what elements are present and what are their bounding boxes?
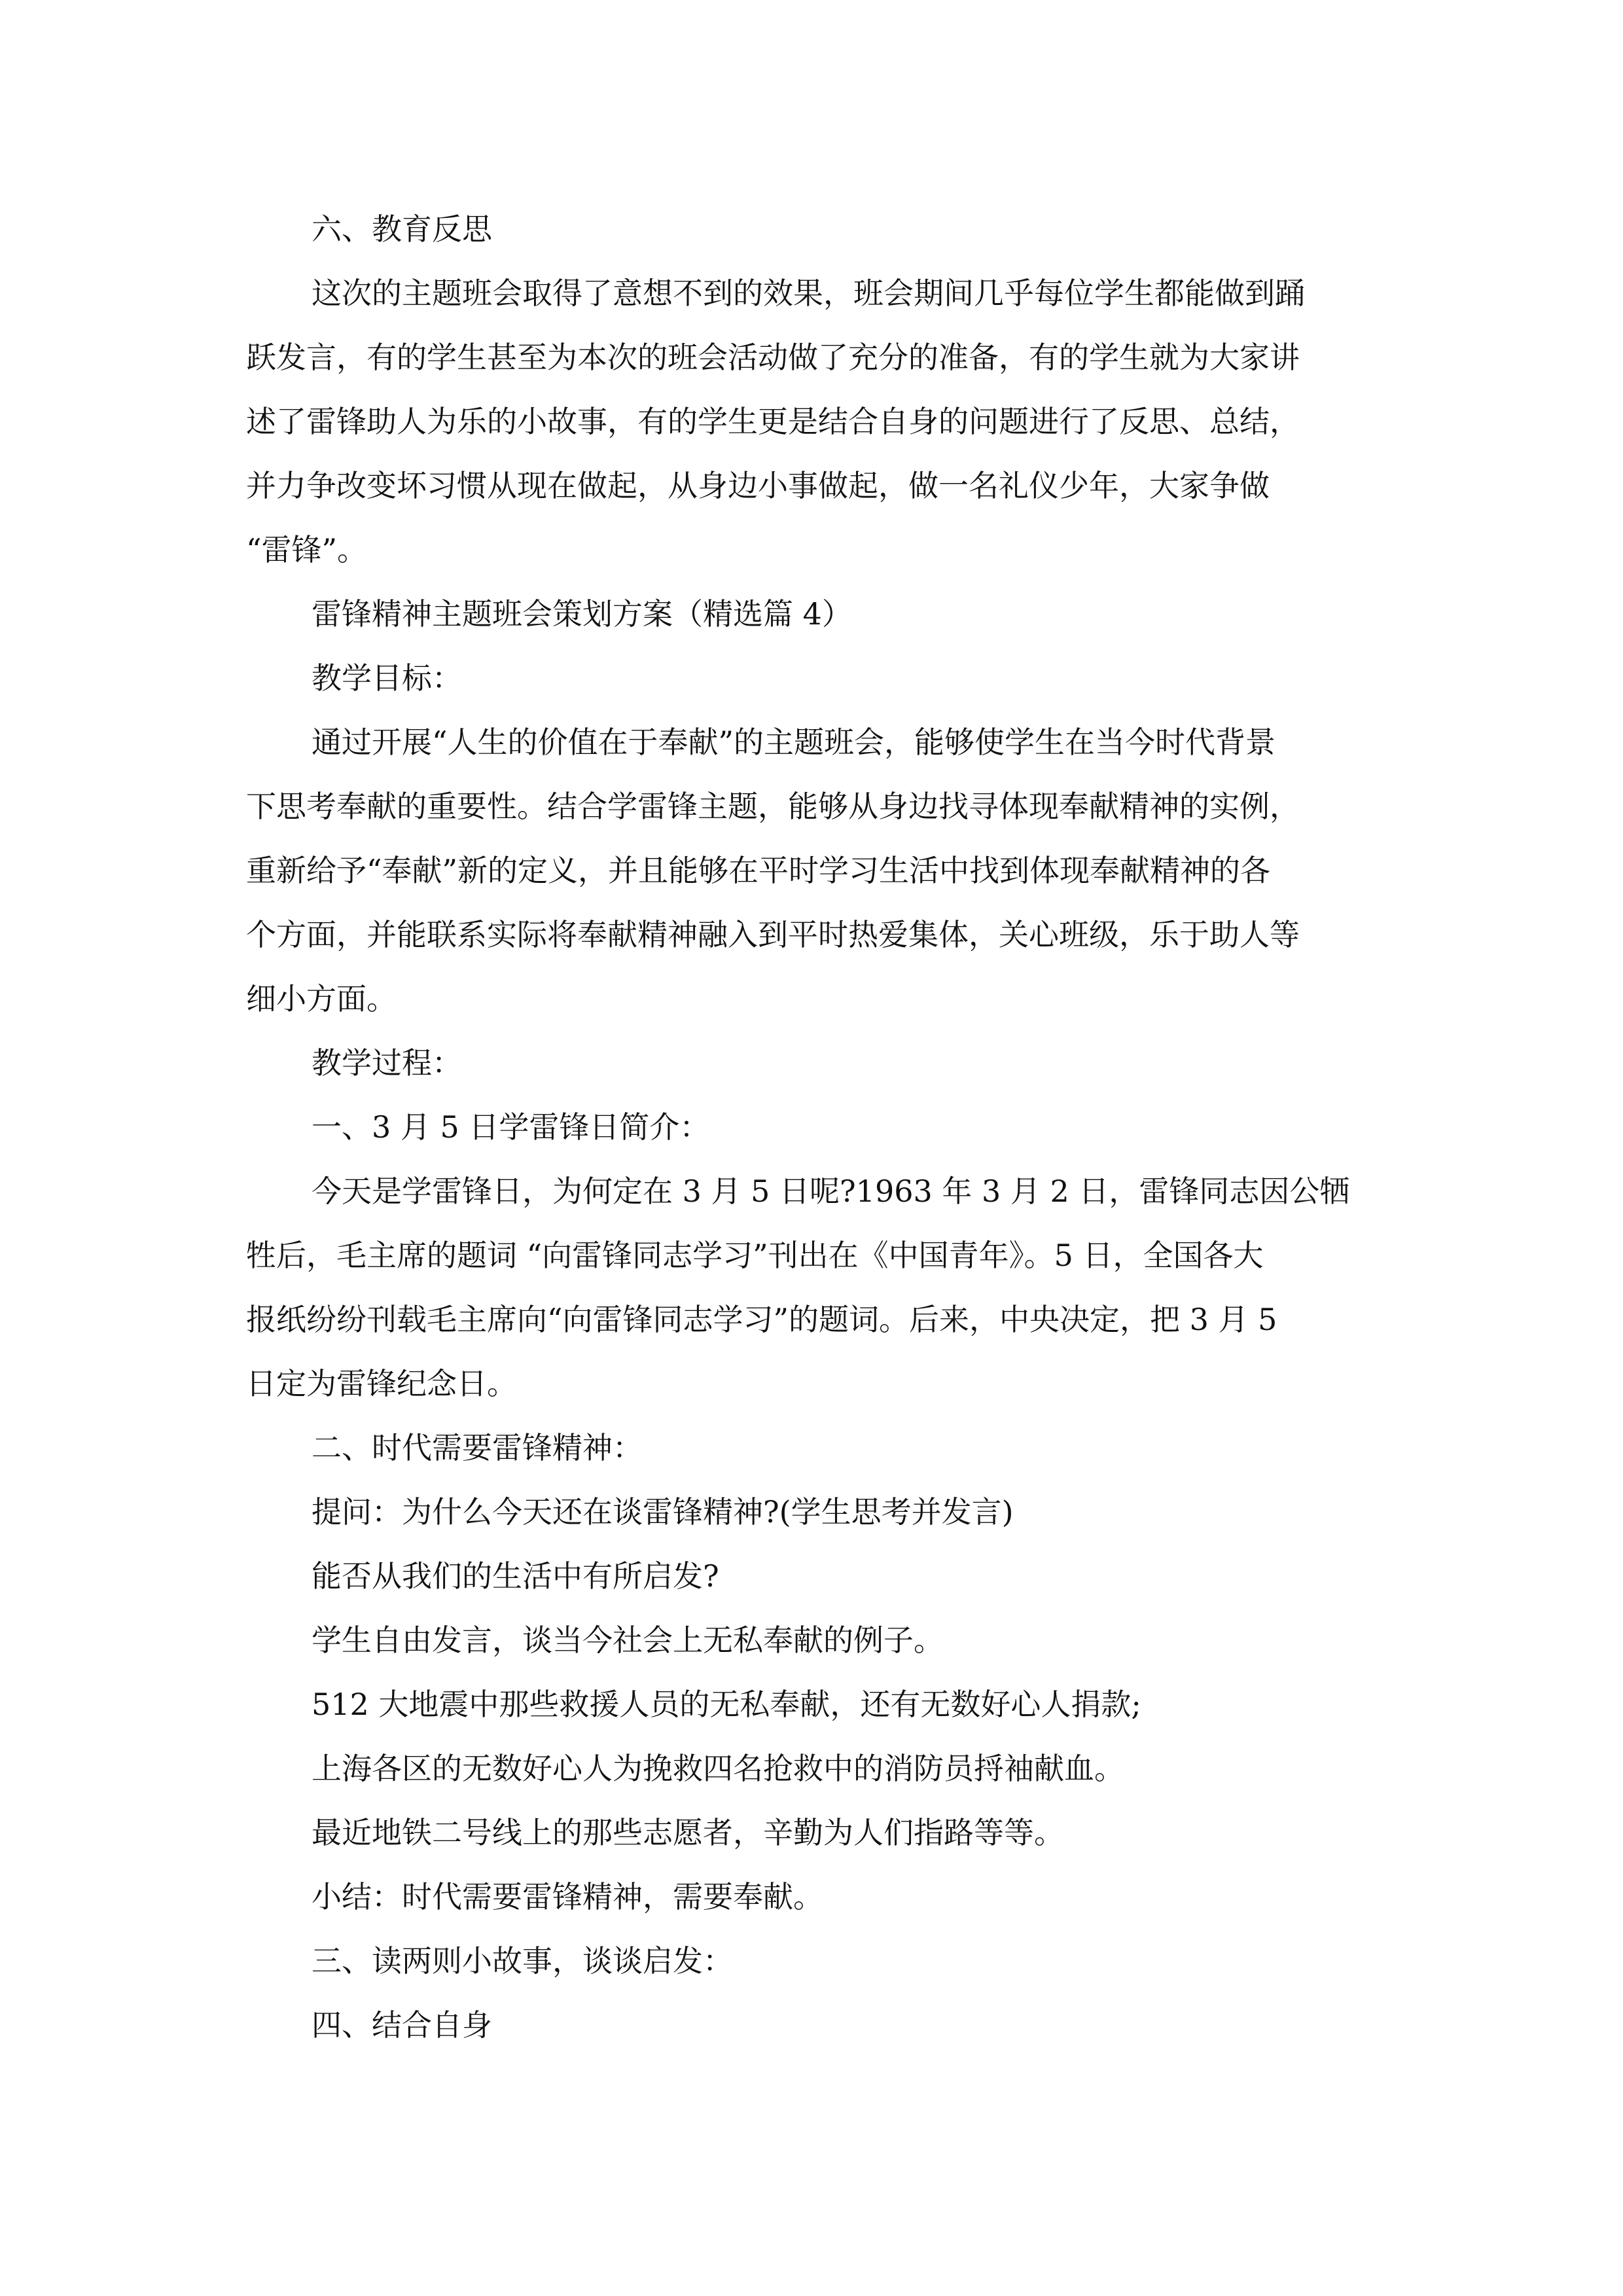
paragraph-line: 牲后，毛主席的题词 “向雷锋同志学习”刊出在《中国青年》。5 日，全国各大 — [246, 1238, 1264, 1273]
paragraph-line: 跃发言，有的学生甚至为本次的班会活动做了充分的准备，有的学生就为大家讲 — [246, 340, 1300, 375]
paragraph-line: 细小方面。 — [246, 981, 397, 1016]
paragraph-line: 这次的主题班会取得了意想不到的效果，班会期间几乎每位学生都能做到踊 — [312, 276, 1305, 311]
paragraph-line: 学生自由发言，谈当今社会上无私奉献的例子。 — [312, 1623, 944, 1658]
section-title: 雷锋精神主题班会策划方案（精选篇 4） — [312, 596, 852, 632]
paragraph-line: 512 大地震中那些救援人员的无私奉献，还有无数好心人捐款; — [312, 1687, 1141, 1722]
paragraph-line: 述了雷锋助人为乐的小故事，有的学生更是结合自身的问题进行了反思、总结， — [246, 404, 1300, 439]
paragraph-line: 重新给予“奉献”新的定义，并且能够在平时学习生活中找到体现奉献精神的各 — [246, 853, 1271, 888]
section-heading: 六、教育反思 — [312, 211, 492, 247]
paragraph-line: 个方面，并能联系实际将奉献精神融入到平时热爱集体，关心班级，乐于助人等 — [246, 917, 1300, 952]
paragraph-line: 报纸纷纷刊载毛主席向“向雷锋同志学习”的题词。后来，中央决定，把 3 月 5 — [246, 1302, 1277, 1337]
paragraph-line: 并力争改变坏习惯从现在做起，从身边小事做起，做一名礼仪少年，大家争做 — [246, 468, 1270, 503]
section-heading: 教学过程： — [312, 1045, 462, 1081]
paragraph-line: 日定为雷锋纪念日。 — [246, 1366, 517, 1401]
paragraph-line: “雷锋”。 — [246, 532, 368, 567]
section-heading: 四、结合自身 — [312, 2007, 492, 2043]
paragraph-line: 最近地铁二号线上的那些志愿者，辛勤为人们指路等等。 — [312, 1815, 1064, 1850]
paragraph-line: 今天是学雷锋日，为何定在 3 月 5 日呢?1963 年 3 月 2 日，雷锋同志因公牺 — [312, 1174, 1350, 1209]
paragraph-line: 提问：为什么今天还在谈雷锋精神?(学生思考并发言) — [312, 1494, 1014, 1530]
paragraph-line: 下思考奉献的重要性。结合学雷锋主题，能够从身边找寻体现奉献精神的实例， — [246, 789, 1300, 824]
paragraph-line: 能否从我们的生活中有所启发? — [312, 1558, 719, 1594]
section-heading: 一、3 月 5 日学雷锋日简介： — [312, 1109, 710, 1145]
section-heading: 教学目标： — [312, 660, 462, 696]
paragraph-line: 小结：时代需要雷锋精神，需要奉献。 — [312, 1879, 823, 1914]
section-heading: 二、时代需要雷锋精神： — [312, 1430, 643, 1465]
paragraph-line: 上海各区的无数好心人为挽救四名抢救中的消防员捋袖献血。 — [312, 1751, 1124, 1786]
section-heading: 三、读两则小故事，谈谈启发： — [312, 1943, 733, 1979]
paragraph-line: 通过开展“人生的价值在于奉献”的主题班会，能够使学生在当今时代背景 — [312, 725, 1276, 760]
